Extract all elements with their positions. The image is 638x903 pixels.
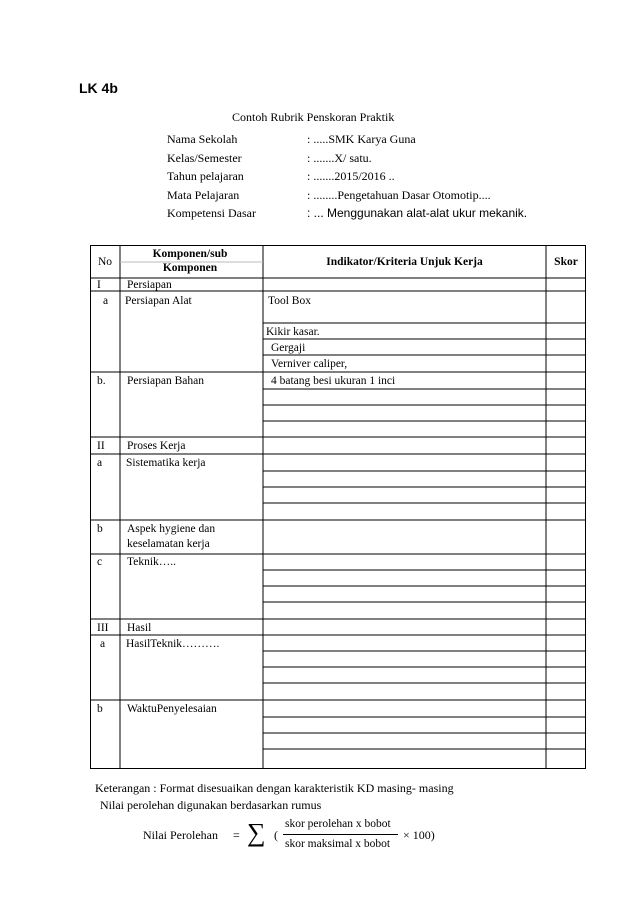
row-komponen: Teknik….. — [127, 556, 177, 568]
indicator-text: Gergaji — [271, 342, 306, 354]
formula-numerator: skor perolehan x bobot — [285, 818, 391, 830]
row-komponen: Sistematika kerja — [126, 457, 206, 469]
row-no: a — [100, 638, 106, 650]
table-grid — [90, 245, 586, 770]
formula-open-paren: ( — [274, 828, 278, 842]
row-no: a — [103, 295, 109, 307]
formula-denominator: skor maksimal x bobot — [285, 838, 391, 850]
row-no: II — [97, 440, 105, 452]
info-value: : ... Menggunakan alat-alat ukur mekanik. — [307, 206, 528, 220]
row-no: c — [97, 556, 103, 568]
formula-sum-symbol: ∑ — [247, 818, 266, 847]
header-indikator: Indikator/Kriteria Unjuk Kerja — [326, 256, 483, 268]
header-skor: Skor — [554, 256, 578, 268]
row-komponen: Persiapan — [127, 279, 172, 291]
row-komponen: Aspek hygiene dan — [127, 523, 216, 535]
formula-times-100: × 100) — [403, 828, 435, 842]
formula-equals: = — [233, 828, 240, 842]
row-no: a — [97, 457, 103, 469]
row-komponen: Persiapan Bahan — [127, 375, 204, 387]
header-komponen: Komponen/sub Komponen — [152, 248, 228, 274]
row-no: b — [97, 523, 103, 535]
notes-line-2: Nilai perolehan digunakan berdasarkan rumus — [100, 798, 322, 812]
row-komponen: Persiapan Alat — [125, 295, 192, 307]
row-no: b — [97, 703, 103, 715]
header-no: No — [97, 256, 113, 268]
info-value: : .......2015/2016 .. — [307, 169, 395, 183]
formula-fraction-bar — [283, 834, 398, 835]
row-no: III — [97, 622, 109, 634]
notes-line-1: Keterangan : Format disesuaikan dengan karakteristik KD masing- masing — [95, 781, 454, 795]
row-komponen: WaktuPenyelesaian — [127, 703, 217, 715]
row-no: b. — [97, 375, 106, 387]
rubric-title: Contoh Rubrik Penskoran Praktik — [232, 110, 395, 124]
indicator-text: Verniver caliper, — [271, 358, 348, 370]
info-value: : ........Pengetahuan Dasar Otomotip.... — [307, 187, 491, 202]
info-label: Kelas/Semester — [167, 150, 242, 165]
doc-label: LK 4b — [79, 80, 118, 96]
row-komponen: HasilTeknik………. — [126, 638, 220, 650]
info-label: Mata Pelajaran — [167, 187, 240, 202]
info-label: Nama Sekolah — [167, 132, 238, 146]
indicator-text: 4 batang besi ukuran 1 inci — [271, 375, 396, 387]
row-komponen: Proses Kerja — [127, 440, 186, 452]
info-value: : .....SMK Karya Guna — [307, 132, 416, 146]
row-no: I — [97, 279, 101, 291]
row-komponen: keselamatan kerja — [127, 538, 210, 550]
indicator-text: Kikir kasar. — [266, 326, 320, 338]
formula-lhs: Nilai Perolehan — [143, 828, 218, 842]
info-label: Tahun pelajaran — [167, 169, 244, 183]
info-value: : .......X/ satu. — [307, 150, 372, 165]
row-komponen: Hasil — [127, 622, 152, 634]
info-label: Kompetensi Dasar — [167, 206, 256, 220]
notes — [95, 780, 454, 814]
indicator-text: Tool Box — [268, 295, 311, 307]
